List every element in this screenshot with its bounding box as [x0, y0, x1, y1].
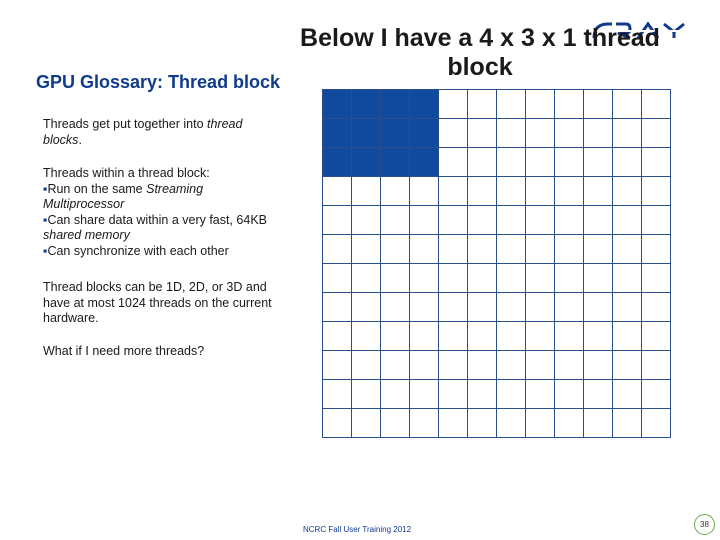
thread-cell	[381, 293, 409, 321]
thread-cell	[526, 293, 554, 321]
thread-cell	[410, 177, 438, 205]
thread-cell	[584, 293, 612, 321]
thread-cell	[497, 322, 525, 350]
thread-cell-in-block	[410, 148, 438, 176]
thread-cell	[468, 351, 496, 379]
thread-cell	[613, 235, 641, 263]
slide-title: Below I have a 4 x 3 x 1 thread block	[300, 24, 660, 81]
thread-cell	[381, 177, 409, 205]
thread-cell	[410, 264, 438, 292]
thread-cell	[410, 380, 438, 408]
thread-cell	[584, 322, 612, 350]
thread-cell	[410, 293, 438, 321]
thread-cell	[323, 380, 351, 408]
thread-cell	[439, 293, 467, 321]
thread-cell	[642, 90, 670, 118]
thread-cell	[381, 264, 409, 292]
thread-cell	[381, 409, 409, 437]
thread-cell	[439, 322, 467, 350]
thread-cell	[352, 293, 380, 321]
thread-cell	[526, 264, 554, 292]
thread-cell	[642, 206, 670, 234]
thread-cell	[439, 264, 467, 292]
thread-cell	[439, 177, 467, 205]
thread-cell	[497, 177, 525, 205]
thread-cell	[526, 235, 554, 263]
thread-cell	[497, 293, 525, 321]
thread-cell	[642, 264, 670, 292]
thread-cell	[439, 351, 467, 379]
thread-cell-in-block	[381, 119, 409, 147]
thread-cell	[439, 148, 467, 176]
thread-cell	[642, 409, 670, 437]
thread-cell	[555, 148, 583, 176]
thread-cell	[555, 264, 583, 292]
thread-cell	[555, 351, 583, 379]
thread-cell	[497, 206, 525, 234]
thread-cell	[323, 351, 351, 379]
thread-cell	[642, 119, 670, 147]
thread-cell	[323, 293, 351, 321]
thread-cell	[497, 148, 525, 176]
thread-cell	[584, 119, 612, 147]
thread-cell	[352, 351, 380, 379]
thread-cell	[613, 148, 641, 176]
thread-cell	[323, 409, 351, 437]
thread-cell	[613, 293, 641, 321]
thread-cell	[555, 380, 583, 408]
thread-cell	[352, 409, 380, 437]
thread-cell	[555, 119, 583, 147]
footer-text: NCRC Fall User Training 2012	[303, 525, 412, 534]
thread-cell	[613, 322, 641, 350]
dimensions-paragraph: Thread blocks can be 1D, 2D, or 3D and have at most 1024 threads on the current hardware.	[43, 280, 272, 325]
thread-cell	[642, 380, 670, 408]
thread-cell	[584, 380, 612, 408]
thread-cell	[526, 380, 554, 408]
thread-cell	[526, 119, 554, 147]
thread-cell-in-block	[323, 148, 351, 176]
thread-cell	[381, 206, 409, 234]
thread-cell	[526, 206, 554, 234]
thread-cell	[410, 351, 438, 379]
thread-cell	[497, 409, 525, 437]
thread-cell	[613, 90, 641, 118]
thread-cell	[497, 119, 525, 147]
properties-heading: Threads within a thread block:	[43, 166, 210, 180]
bullet-item: ▪Run on the same Streaming Multiprocessor	[43, 181, 204, 211]
thread-block-properties	[43, 166, 273, 259]
thread-cell	[642, 148, 670, 176]
thread-cell	[526, 409, 554, 437]
thread-cell	[613, 409, 641, 437]
thread-cell	[584, 177, 612, 205]
thread-cell	[381, 380, 409, 408]
thread-cell-in-block	[381, 148, 409, 176]
thread-cell	[468, 264, 496, 292]
thread-cell-in-block	[323, 119, 351, 147]
thread-cell	[613, 177, 641, 205]
thread-cell	[439, 206, 467, 234]
thread-cell	[323, 264, 351, 292]
thread-cell	[584, 148, 612, 176]
thread-cell	[352, 322, 380, 350]
page-number: 38	[694, 514, 715, 535]
thread-cell	[526, 177, 554, 205]
bullet-item: ▪Can synchronize with each other	[43, 243, 229, 258]
bullet-item: ▪Can share data within a very fast, 64KB shared memory	[43, 212, 267, 242]
thread-cell	[468, 206, 496, 234]
thread-cell	[323, 235, 351, 263]
thread-cell	[526, 322, 554, 350]
thread-grid	[322, 89, 671, 438]
thread-cell	[526, 148, 554, 176]
thread-cell	[410, 206, 438, 234]
thread-cell	[439, 235, 467, 263]
thread-cell	[497, 264, 525, 292]
thread-cell	[555, 293, 583, 321]
thread-cell	[352, 235, 380, 263]
thread-cell	[468, 380, 496, 408]
thread-cell-in-block	[410, 90, 438, 118]
thread-cell	[642, 293, 670, 321]
thread-cell	[410, 235, 438, 263]
thread-cell	[584, 351, 612, 379]
thread-cell	[439, 380, 467, 408]
thread-cell	[555, 177, 583, 205]
thread-cell	[381, 235, 409, 263]
thread-cell	[555, 409, 583, 437]
thread-cell	[584, 90, 612, 118]
thread-cell	[468, 90, 496, 118]
thread-cell	[468, 177, 496, 205]
thread-cell	[613, 206, 641, 234]
thread-cell	[584, 235, 612, 263]
thread-cell	[497, 90, 525, 118]
thread-cell	[613, 264, 641, 292]
thread-cell	[497, 235, 525, 263]
thread-cell	[613, 380, 641, 408]
thread-cell	[642, 177, 670, 205]
thread-cell	[584, 409, 612, 437]
thread-cell	[613, 119, 641, 147]
thread-cell	[526, 90, 554, 118]
thread-cell	[439, 409, 467, 437]
thread-cell	[468, 235, 496, 263]
thread-cell	[323, 177, 351, 205]
thread-cell	[468, 148, 496, 176]
thread-cell	[613, 351, 641, 379]
thread-cell	[497, 380, 525, 408]
thread-cell	[526, 351, 554, 379]
thread-cell	[468, 322, 496, 350]
thread-cell	[352, 380, 380, 408]
thread-cell-in-block	[410, 119, 438, 147]
thread-cell	[555, 206, 583, 234]
thread-cell	[410, 322, 438, 350]
intro-paragraph: Threads get put together into thread blocks.	[43, 117, 243, 147]
thread-cell	[555, 235, 583, 263]
thread-cell	[439, 119, 467, 147]
thread-cell-in-block	[352, 119, 380, 147]
question-paragraph: What if I need more threads?	[43, 344, 205, 358]
thread-cell	[352, 206, 380, 234]
thread-cell	[468, 409, 496, 437]
thread-cell	[555, 90, 583, 118]
thread-cell	[352, 177, 380, 205]
thread-cell	[381, 322, 409, 350]
thread-cell	[642, 322, 670, 350]
thread-cell	[439, 90, 467, 118]
thread-cell-in-block	[352, 90, 380, 118]
thread-cell	[468, 119, 496, 147]
thread-cell	[497, 351, 525, 379]
thread-cell	[381, 351, 409, 379]
thread-cell	[642, 235, 670, 263]
thread-cell	[410, 409, 438, 437]
thread-cell	[584, 206, 612, 234]
thread-cell-in-block	[381, 90, 409, 118]
thread-cell	[468, 293, 496, 321]
thread-cell	[642, 351, 670, 379]
thread-cell	[352, 264, 380, 292]
thread-cell	[584, 264, 612, 292]
thread-cell	[323, 322, 351, 350]
thread-cell	[323, 206, 351, 234]
thread-cell	[555, 322, 583, 350]
thread-cell-in-block	[323, 90, 351, 118]
thread-cell-in-block	[352, 148, 380, 176]
glossary-title: GPU Glossary: Thread block	[36, 72, 281, 92]
